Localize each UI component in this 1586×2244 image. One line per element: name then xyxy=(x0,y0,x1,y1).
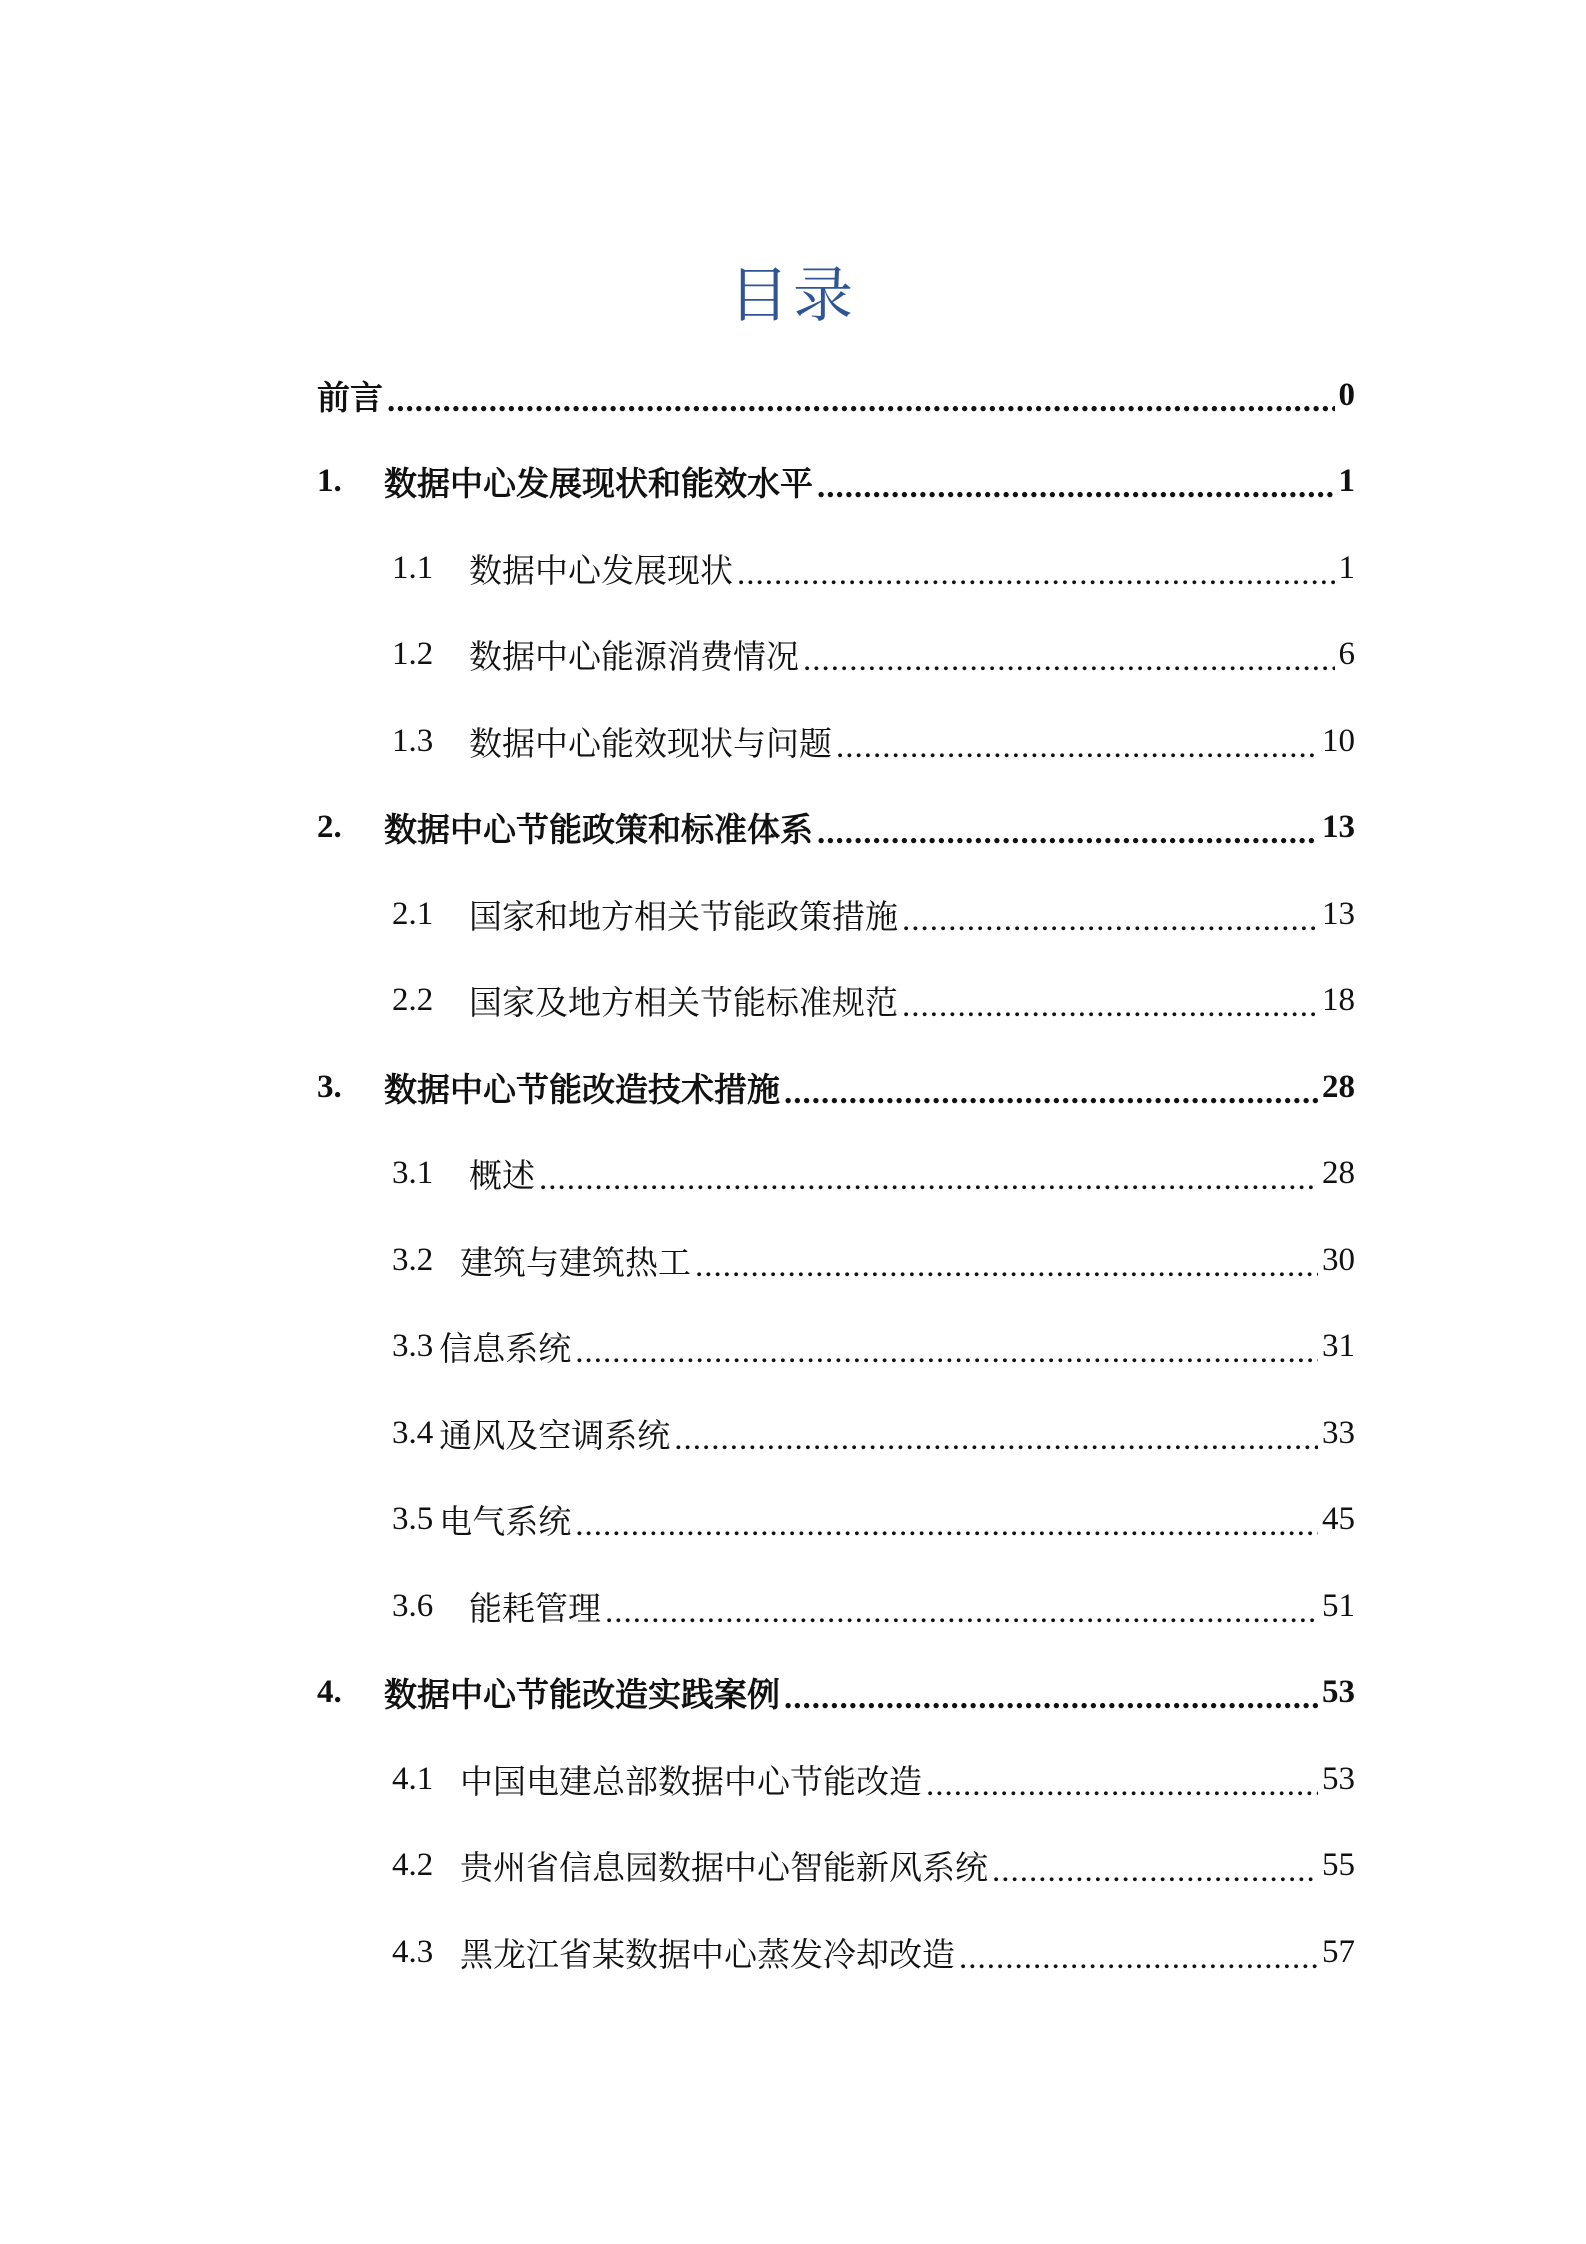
toc-entry-page: 45 xyxy=(1322,1501,1355,1538)
toc-entry-number: 2.2 xyxy=(392,982,434,1019)
toc-entry-title: 前言 xyxy=(317,380,383,417)
toc-entry-number: 1.3 xyxy=(392,722,434,759)
dot-leader xyxy=(575,1334,1318,1371)
toc-entry-page: 1 xyxy=(1338,549,1355,586)
dot-leader xyxy=(737,556,1335,593)
toc-entry-title: 数据中心发展现状和能效水平 xyxy=(384,467,813,504)
toc-entry-title: 黑龙江省某数据中心蒸发冷却改造 xyxy=(460,1937,955,1974)
toc-entry-page: 1 xyxy=(1338,463,1355,500)
toc-entry[interactable] xyxy=(317,352,1355,439)
toc-entry[interactable] xyxy=(317,785,1355,872)
toc-entry-number: 4.3 xyxy=(392,1933,434,1970)
toc-entry[interactable] xyxy=(317,1390,1355,1477)
toc-entry-title: 数据中心能效现状与问题 xyxy=(469,726,832,763)
toc-entry[interactable] xyxy=(317,525,1355,612)
page-title: 目录 xyxy=(729,261,857,331)
toc-entry[interactable] xyxy=(317,1823,1355,1910)
dot-leader xyxy=(695,1248,1318,1285)
toc-entry-page: 51 xyxy=(1322,1587,1355,1624)
toc-entry-number: 1.2 xyxy=(392,636,434,673)
dot-leader xyxy=(605,1594,1318,1631)
toc-entry-page: 6 xyxy=(1338,636,1355,673)
dot-leader xyxy=(387,383,1335,420)
toc-entry[interactable] xyxy=(317,1217,1355,1304)
toc-entry-title: 国家和地方相关节能政策措施 xyxy=(469,899,898,936)
toc-entry-number: 1. xyxy=(317,463,342,500)
toc-entry[interactable] xyxy=(317,1044,1355,1131)
table-of-contents xyxy=(317,352,1355,1996)
toc-entry-title: 国家及地方相关节能标准规范 xyxy=(469,986,898,1023)
toc-entry-page: 31 xyxy=(1322,1328,1355,1365)
toc-entry-page: 13 xyxy=(1322,809,1355,846)
toc-entry[interactable] xyxy=(317,1131,1355,1218)
toc-entry-page: 33 xyxy=(1322,1414,1355,1451)
toc-entry-title: 建筑与建筑热工 xyxy=(460,1245,691,1282)
toc-entry-title: 数据中心节能改造实践案例 xyxy=(384,1678,780,1715)
dot-leader xyxy=(959,1940,1318,1977)
toc-entry-number: 3.5 xyxy=(392,1501,434,1538)
toc-entry-title: 贵州省信息园数据中心智能新风系统 xyxy=(460,1851,988,1888)
toc-entry[interactable] xyxy=(317,612,1355,699)
toc-entry-title: 信息系统 xyxy=(439,1332,572,1369)
toc-entry-title: 数据中心节能政策和标准体系 xyxy=(384,813,813,850)
toc-entry-number: 4.1 xyxy=(392,1760,434,1797)
dot-leader xyxy=(817,815,1318,852)
toc-entry-page: 28 xyxy=(1322,1155,1355,1192)
toc-entry[interactable] xyxy=(317,871,1355,958)
toc-entry-number: 3.6 xyxy=(392,1587,434,1624)
dot-leader xyxy=(836,729,1318,766)
toc-entry[interactable] xyxy=(317,1909,1355,1996)
dot-leader xyxy=(784,1075,1318,1112)
toc-entry[interactable] xyxy=(317,958,1355,1045)
toc-entry[interactable] xyxy=(317,1650,1355,1737)
toc-entry-title: 概述 xyxy=(469,1159,535,1196)
toc-entry-title: 数据中心发展现状 xyxy=(469,553,733,590)
toc-entry-page: 28 xyxy=(1322,1068,1355,1105)
toc-entry-number: 3.4 xyxy=(392,1414,434,1451)
toc-entry-page: 57 xyxy=(1322,1933,1355,1970)
toc-entry-number: 2. xyxy=(317,809,342,846)
toc-entry-page: 0 xyxy=(1338,376,1355,413)
toc-entry-title: 通风及空调系统 xyxy=(439,1418,671,1455)
toc-entry-page: 13 xyxy=(1322,895,1355,932)
toc-entry-page: 18 xyxy=(1322,982,1355,1019)
dot-leader xyxy=(575,1507,1318,1544)
toc-entry-number: 1.1 xyxy=(392,549,434,586)
dot-leader xyxy=(817,469,1335,506)
toc-entry[interactable] xyxy=(317,1304,1355,1391)
dot-leader xyxy=(926,1767,1318,1804)
dot-leader xyxy=(803,642,1335,679)
toc-entry-number: 4.2 xyxy=(392,1847,434,1884)
toc-entry-page: 53 xyxy=(1322,1674,1355,1711)
toc-entry-title: 中国电建总部数据中心节能改造 xyxy=(460,1764,922,1801)
toc-entry-number: 3.3 xyxy=(392,1328,434,1365)
dot-leader xyxy=(902,988,1318,1025)
toc-entry-page: 53 xyxy=(1322,1760,1355,1797)
toc-entry-number: 4. xyxy=(317,1674,342,1711)
toc-entry[interactable] xyxy=(317,698,1355,785)
dot-leader xyxy=(539,1161,1318,1198)
toc-entry-title: 电气系统 xyxy=(439,1505,572,1542)
toc-entry-number: 2.1 xyxy=(392,895,434,932)
toc-entry-title: 数据中心节能改造技术措施 xyxy=(384,1072,780,1109)
toc-entry[interactable] xyxy=(317,439,1355,526)
toc-entry[interactable] xyxy=(317,1477,1355,1564)
dot-leader xyxy=(992,1853,1318,1890)
toc-entry[interactable] xyxy=(317,1563,1355,1650)
toc-entry-number: 3. xyxy=(317,1068,342,1105)
toc-entry-page: 30 xyxy=(1322,1241,1355,1278)
toc-entry-title: 数据中心能源消费情况 xyxy=(469,640,799,677)
dot-leader xyxy=(784,1680,1318,1717)
toc-entry[interactable] xyxy=(317,1736,1355,1823)
toc-entry-title: 能耗管理 xyxy=(469,1591,601,1628)
toc-entry-number: 3.2 xyxy=(392,1241,434,1278)
toc-entry-page: 55 xyxy=(1322,1847,1355,1884)
toc-entry-page: 10 xyxy=(1322,722,1355,759)
dot-leader xyxy=(902,902,1318,939)
toc-entry-number: 3.1 xyxy=(392,1155,434,1192)
dot-leader xyxy=(674,1421,1318,1458)
